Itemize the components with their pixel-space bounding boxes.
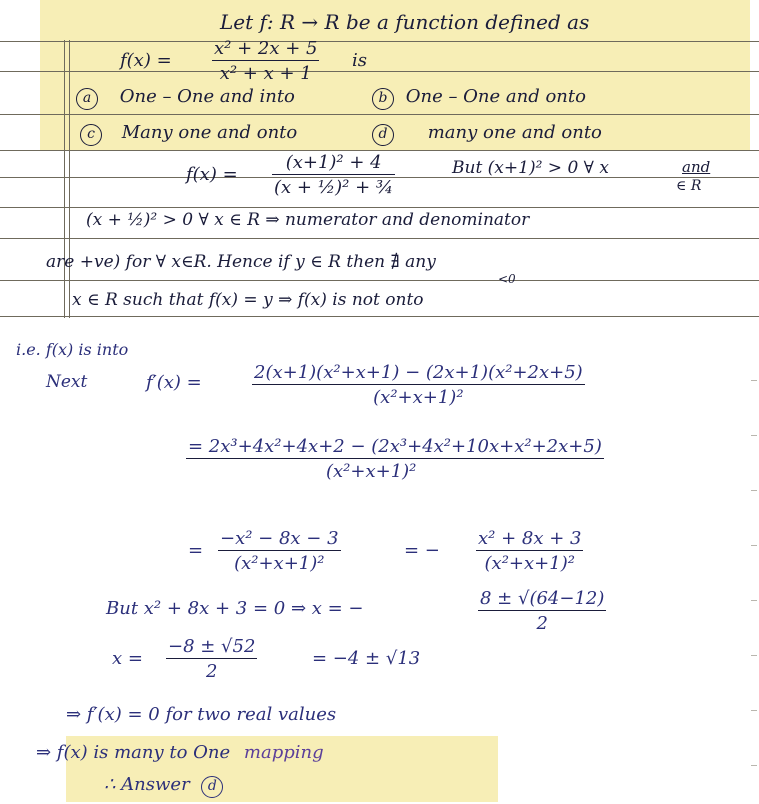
- option-c-mark: c: [80, 124, 102, 146]
- c2-highlight-word: mapping: [243, 742, 324, 763]
- option-c: [80, 122, 297, 146]
- margin-line: [69, 40, 70, 318]
- fx-denominator: x² + x + 1: [219, 63, 312, 84]
- c2-text: ⇒ f(x) is many to One: [36, 742, 231, 763]
- option-d: [372, 122, 602, 146]
- notebook-rule: [0, 238, 759, 239]
- s1-fraction: [272, 152, 395, 198]
- s1-numerator: (x+1)² + 4: [272, 152, 395, 175]
- x-denominator: 2: [205, 661, 218, 682]
- s1-er: ∈ R: [676, 178, 702, 194]
- option-b-mark: b: [372, 88, 394, 110]
- s1-denominator: (x + ½)² + ¾: [274, 177, 394, 198]
- d2-denominator: (x²+x+1)²: [326, 461, 417, 482]
- fx-is: is: [352, 50, 367, 71]
- d1-numerator: 2(x+1)(x²+x+1) − (2x+1)(x²+2x+5): [254, 362, 583, 383]
- d1-denominator: (x²+x+1)²: [373, 387, 464, 408]
- notebook-rule: [0, 207, 759, 208]
- d3-numerator: −x² − 8x − 3: [220, 528, 339, 549]
- s3-line: are +ve) for ∀ x∈R. Hence if y ∈ R then ∄ any: [46, 252, 436, 272]
- c3-text: ∴ Answer: [104, 774, 190, 795]
- notebook-rule: [0, 71, 759, 72]
- b1-line: But x² + 8x + 3 = 0 ⇒ x = −: [106, 598, 364, 619]
- x-result: = −4 ± √13: [312, 648, 421, 669]
- x-numerator: −8 ± √52: [168, 636, 256, 657]
- d1-lhs: f′(x) =: [146, 372, 202, 393]
- d2-numerator: = 2x³+4x²+4x+2 − (2x³+4x²+10x+x²+2x+5): [188, 436, 602, 457]
- b1-denominator: 2: [536, 613, 548, 634]
- d3-fraction: [218, 528, 341, 574]
- next-label: Next: [46, 372, 88, 392]
- c2-line: [36, 742, 324, 763]
- x-fraction: [166, 636, 257, 682]
- s4-line: x ∈ R such that f(x) = y ⇒ f(x) is not onto: [72, 290, 424, 310]
- s1-lhs: f(x) =: [186, 164, 238, 185]
- d3-denominator: (x²+x+1)²: [234, 553, 325, 574]
- edge-ticks: [749, 360, 759, 800]
- option-a-text: One – One and into: [119, 86, 295, 107]
- c1-line: ⇒ f′(x) = 0 for two real values: [66, 704, 337, 725]
- d1-fraction: [252, 362, 585, 408]
- notebook-rule: [0, 316, 759, 317]
- s5-line: i.e. f(x) is into: [16, 340, 129, 359]
- s1-but: But (x+1)² > 0 ∀ x: [452, 158, 609, 178]
- option-a: [76, 86, 295, 110]
- d3-numerator2: x² + 8x + 3: [478, 528, 582, 549]
- option-d-text: many one and onto: [427, 122, 602, 143]
- option-b-text: One – One and onto: [405, 86, 586, 107]
- x-lhs: x =: [112, 648, 143, 669]
- s2-line: (x + ½)² > 0 ∀ x ∈ R ⇒ numerator and denominator: [86, 210, 530, 230]
- b1-numerator: 8 ± √(64−12): [480, 588, 605, 609]
- d3-denominator2: (x²+x+1)²: [484, 553, 575, 574]
- fx-fraction: [212, 38, 319, 84]
- d3-fraction2: [476, 528, 583, 574]
- c3-line: [104, 774, 223, 798]
- d3-eq: =: [188, 540, 204, 561]
- question-title: Let f: R → R be a function defined as: [220, 10, 590, 34]
- b1-fraction: [478, 588, 606, 634]
- d2-fraction: [186, 436, 604, 482]
- option-a-mark: a: [76, 88, 98, 110]
- d3-eq2: = −: [404, 540, 440, 561]
- notebook-rule: [0, 41, 759, 42]
- option-d-mark: d: [372, 124, 394, 146]
- fx-lhs: f(x) =: [120, 50, 172, 71]
- answer-mark: d: [201, 776, 223, 798]
- notebook-rule: [0, 114, 759, 115]
- option-b: [372, 86, 586, 110]
- fx-numerator: x² + 2x + 5: [214, 38, 318, 59]
- option-c-text: Many one and onto: [121, 122, 298, 143]
- s3-sub: <0: [498, 272, 516, 286]
- notebook-rule: [0, 150, 759, 151]
- margin-line: [64, 40, 65, 318]
- s1-and: and: [682, 158, 711, 176]
- notebook-rule: [0, 280, 759, 281]
